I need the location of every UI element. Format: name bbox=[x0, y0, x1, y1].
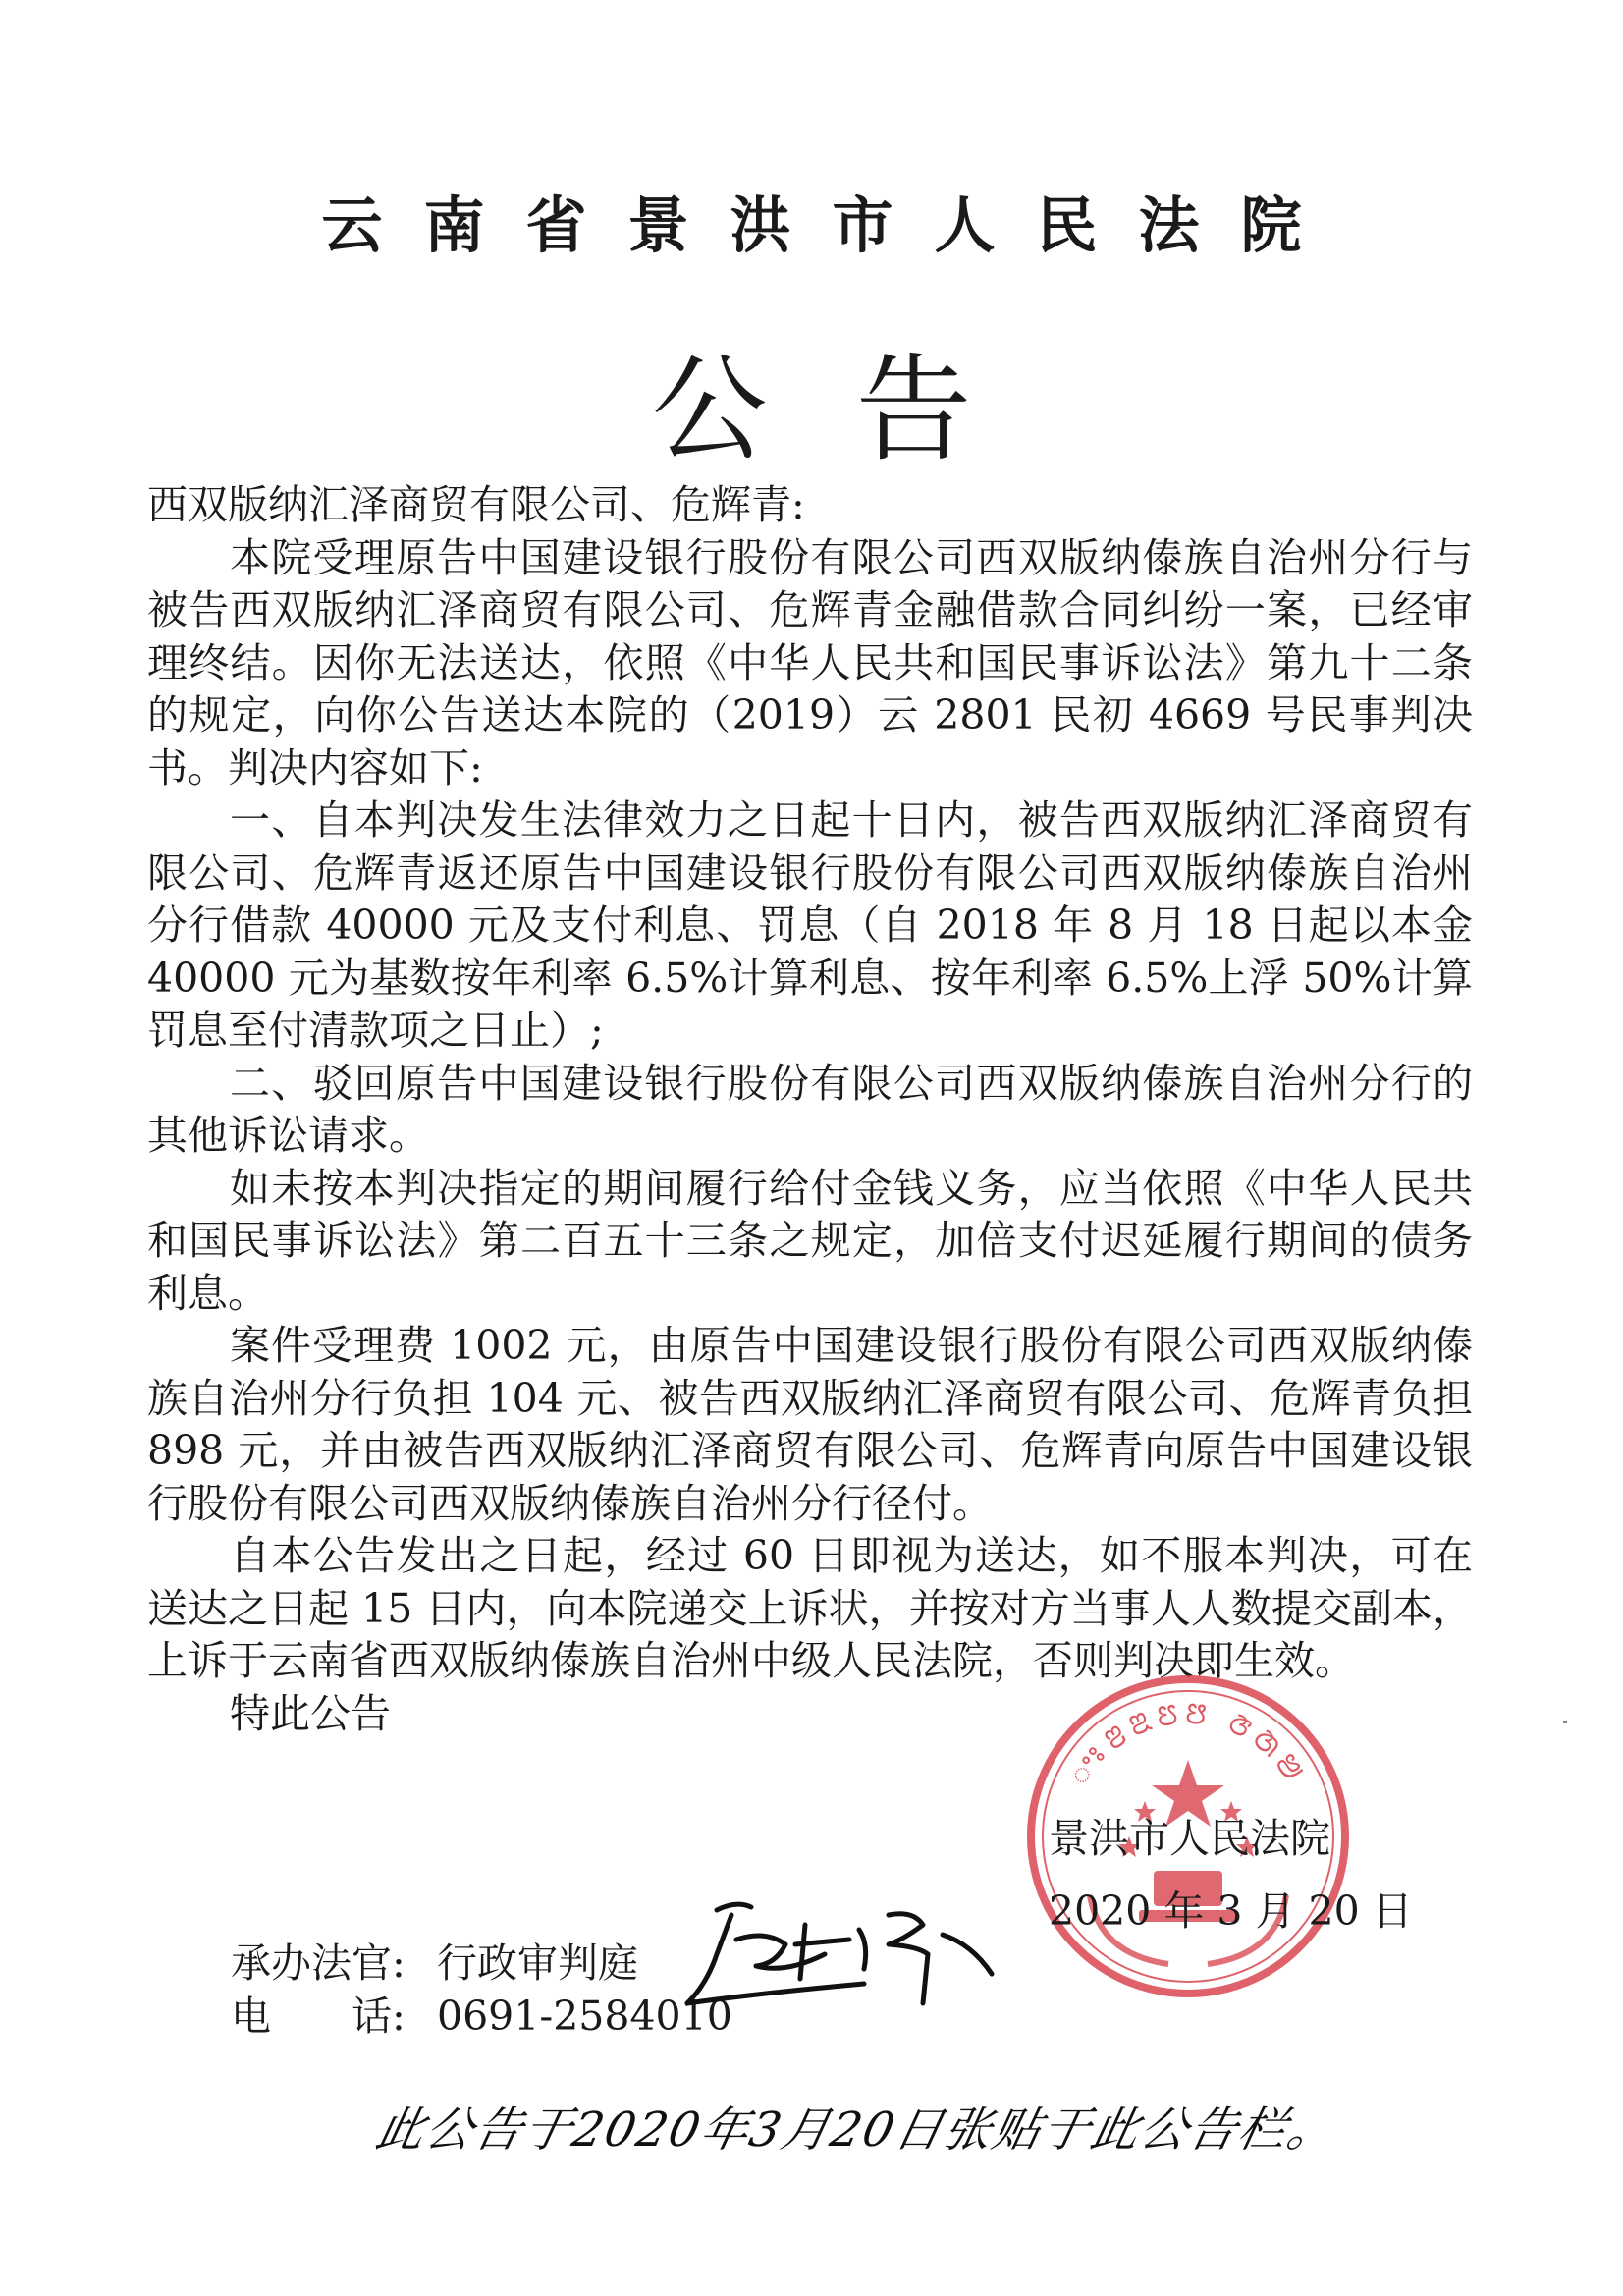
signing-date: 2020 年 3 月 20 日 bbox=[1049, 1887, 1413, 1935]
phone-value: 0691-2584010 bbox=[437, 1993, 732, 2040]
handwritten-signature bbox=[677, 1886, 1001, 2023]
paragraph: 本院受理原告中国建设银行股份有限公司西双版纳傣族自治州分行与被告西双版纳汇泽商贸有限公司、危辉青金融借款合同纠纷一案，已经审理终结。因你无法送达，依照《中华人民共和国民事诉讼法》第九十二条的规定，向你公告送达本院的（2019）云 2801 民初 4669 号民事判决书。判决内容如下: bbox=[147, 533, 1473, 792]
signing-court: 景洪市人民法院 bbox=[1049, 1815, 1330, 1862]
handwritten-posting-note: 此公告于2020年3月20日张贴于此公告栏。 bbox=[371, 2103, 1343, 2158]
paragraph: 自本公告发出之日起，经过 60 日即视为送达，如不服本判决，可在送达之日起 15 日内，向本院递交上诉状，并按对方当事人人数提交副本，上诉于云南省西双版纳傣族自治州中级人民法院，否则判决即生效。 bbox=[147, 1532, 1473, 1684]
scan-speck bbox=[1563, 1721, 1567, 1723]
paragraph: 案件受理费 1002 元，由原告中国建设银行股份有限公司西双版纳傣族自治州分行负担 104 元、被告西双版纳汇泽商贸有限公司、危辉青负担 898 元，并由被告西双版纳汇泽商贸有限公司、危辉青向原告中国建设银行股份有限公司西双版纳傣族自治州分行径付。 bbox=[147, 1322, 1473, 1527]
court-name: 云南省景洪市人民法院 bbox=[321, 190, 1343, 261]
paragraph: 如未按本判决指定的期间履行给付金钱义务，应当依照《中华人民共和国民事诉讼法》第二百五十三条之规定，加倍支付迟延履行期间的债务利息。 bbox=[147, 1164, 1473, 1317]
paragraph: 一、自本判决发生法律效力之日起十日内，被告西双版纳汇泽商贸有限公司、危辉青返还原告中国建设银行股份有限公司西双版纳傣族自治州分行借款 40000 元及支付利息、罚息（自 2018 年 8 月 18 日起以本金 40000 元为基数按年利率 6.5%计算利息、按年利率 6.5%上浮 50%计算罚息至付清款项之日止）; bbox=[147, 796, 1473, 1054]
notice-body bbox=[147, 479, 1473, 1740]
judge-value: 行政审判庭 bbox=[437, 1940, 638, 1987]
paragraph: 二、驳回原告中国建设银行股份有限公司西双版纳傣族自治州分行的其他诉讼请求。 bbox=[147, 1059, 1473, 1159]
closing-phrase: 特此公告 bbox=[230, 1689, 391, 1737]
svg-text:ꢀꢁꢂꢃꢄꢅ ꢆꢇꢈ: ꢀꢁꢂꢃꢄꢅ ꢆꢇꢈ bbox=[1062, 1696, 1314, 1792]
phone-label: 电 话: bbox=[231, 1993, 406, 2040]
judge-label: 承办法官: bbox=[231, 1940, 406, 1987]
contact-block bbox=[231, 1937, 732, 2043]
addressee: 西双版纳汇泽商贸有限公司、危辉青: bbox=[147, 481, 805, 528]
phone-row bbox=[231, 1990, 732, 2043]
document-title: 公告 bbox=[651, 342, 1060, 477]
judge-row bbox=[231, 1937, 732, 1990]
